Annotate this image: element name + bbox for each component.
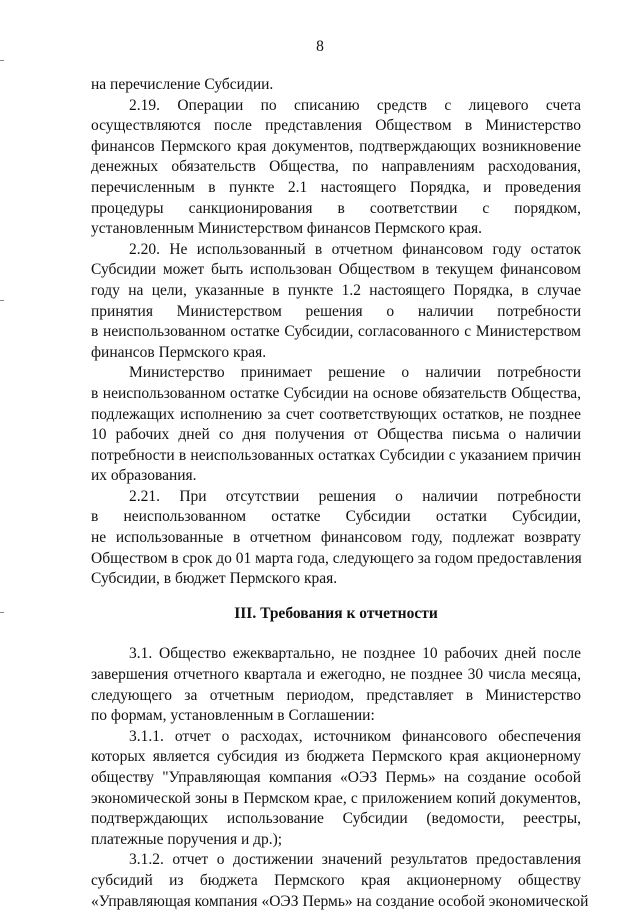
text-line: 2.20. Не использованный в отчетном финансовом году остаток [129, 240, 581, 258]
text-line: перечисленным в пункте 2.1 настоящего Порядка, и проведения [91, 178, 581, 196]
text-line: денежных обязательств Общества, по направлениям расходования, [91, 158, 581, 176]
text-line: которых является субсидия из бюджета Пермского края акционерному [91, 748, 581, 766]
text-line: на перечисление Субсидии. [91, 76, 274, 93]
text-line: 10 рабочих дней со дня получения от Общества письма о наличии [91, 426, 581, 444]
text-line: потребности в неиспользованных остатках Субсидии с указанием причин [91, 446, 581, 464]
document-body [91, 75, 589, 912]
text-line: осуществляются после представления Обществом в Министерство [91, 117, 581, 135]
text-line: Министерство принимает решение о наличии потребности [129, 364, 581, 382]
text-line: «Управляющая компания «ОЭЗ Пермь» на создание особой экономической [91, 892, 589, 910]
text-line: году на цели, указанные в пункте 1.2 настоящего Порядка, в случае [91, 281, 581, 299]
page-number: 8 [316, 38, 324, 55]
text-line: подлежащих исполнению за счет соответствующих остатков, не позднее [91, 405, 581, 423]
text-line: Субсидии, в бюджет Пермского края. [91, 570, 338, 588]
text-line: процедуры санкционирования в соответствии с порядком, [91, 199, 581, 217]
text-line: 3.1.1. отчет о расходах, источником финансового обеспечения [129, 727, 581, 745]
section-heading: III. Требования к отчетности [234, 604, 438, 622]
margin-mark [0, 300, 4, 301]
text-line: установленным Министерством финансов Пермского края. [91, 220, 483, 238]
margin-mark [0, 612, 4, 613]
text-line: Субсидии может быть использован Обществом в текущем финансовом [91, 261, 581, 279]
text-line: следующего за отчетным периодом, представляет в Министерство [91, 686, 581, 704]
text-line: принятия Министерством решения о наличии потребности [91, 302, 581, 320]
text-line: не использованные в отчетном финансовом году, подлежат возврату [91, 529, 581, 547]
text-line: завершения отчетного квартала и ежегодно, не позднее 30 числа месяца, [91, 666, 581, 684]
text-line: 2.21. При отсутствии решения о наличии потребности [129, 487, 581, 505]
text-line: экономической зоны в Пермском крае, с приложением копий документов, [91, 789, 581, 807]
text-line: 3.1. Общество ежеквартально, не позднее 10 рабочих дней после [129, 645, 581, 663]
text-line: Обществом в срок до 01 марта года, следующего за годом предоставления [91, 549, 582, 567]
text-line: субсидий из бюджета Пермского края акционерному обществу [91, 871, 581, 889]
text-line: в неиспользованном остатке Субсидии, согласованного с Министерством [91, 323, 581, 341]
text-line: в неиспользованном остатке Субсидии остатки Субсидии, [91, 508, 581, 526]
margin-mark [0, 60, 4, 61]
text-line: финансов Пермского края документов, подтверждающих возникновение [91, 137, 581, 155]
text-line: платежные поручения и др.); [91, 830, 283, 848]
text-line: 3.1.2. отчет о достижении значений результатов предоставления [129, 851, 581, 869]
text-line: обществу "Управляющая компания «ОЭЗ Пермь» на создание особой [91, 769, 581, 786]
text-line: 2.19. Операции по списанию средств с лицевого счета [129, 96, 581, 114]
text-line: их образования. [91, 467, 197, 485]
text-line: по формам, установленным в Соглашении: [91, 707, 375, 725]
text-line: финансов Пермского края. [91, 343, 267, 361]
text-line: подтверждающих использование Субсидии (ведомости, реестры, [91, 810, 581, 828]
text-line: в неиспользованном остатке Субсидии на основе обязательств Общества, [91, 384, 581, 402]
